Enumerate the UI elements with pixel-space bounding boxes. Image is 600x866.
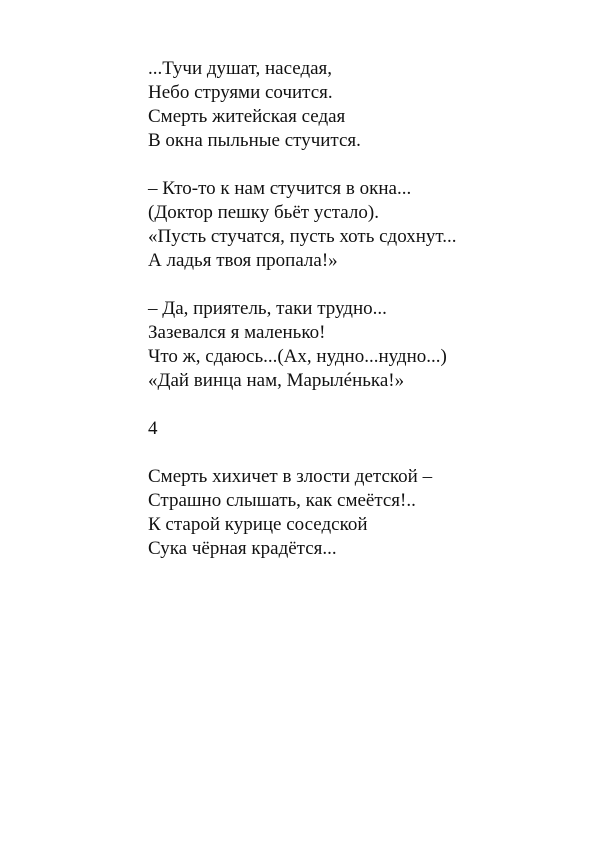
- poem-line: Что ж, сдаюсь...(Ах, нудно...нудно...): [148, 346, 447, 367]
- poem-line: Сука чёрная крадётся...: [148, 538, 337, 559]
- poem-line: (Доктор пешку бьёт устало).: [148, 202, 379, 223]
- stanza-1: [148, 57, 568, 153]
- poem-text: [148, 57, 568, 585]
- poem-line: – Кто-то к нам стучится в окна...: [148, 178, 412, 199]
- poem-line: Страшно слышать, как смеётся!..: [148, 490, 416, 511]
- poem-line: Небо струями сочится.: [148, 82, 333, 103]
- stanza-3: [148, 297, 568, 393]
- poem-line: Смерть житейская седая: [148, 106, 346, 127]
- poem-line: К старой курице соседской: [148, 514, 368, 535]
- poem-line: В окна пыльные стучится.: [148, 130, 361, 151]
- section-number: 4: [148, 418, 158, 439]
- poem-line: Смерть хихичет в злости детской –: [148, 466, 433, 487]
- poem-line: – Да, приятель, таки трудно...: [148, 298, 387, 319]
- stanza-2: [148, 177, 568, 273]
- poem-line: А ладья твоя пропала!»: [148, 250, 338, 271]
- poem-line: Зазевался я маленько!: [148, 322, 326, 343]
- poem-line: «Дай винца нам, Марылéнька!»: [148, 370, 405, 391]
- stanza-4: [148, 465, 568, 561]
- poem-line: «Пусть стучатся, пусть хоть сдохнут...: [148, 226, 457, 247]
- poem-line: ...Тучи душат, наседая,: [148, 58, 333, 79]
